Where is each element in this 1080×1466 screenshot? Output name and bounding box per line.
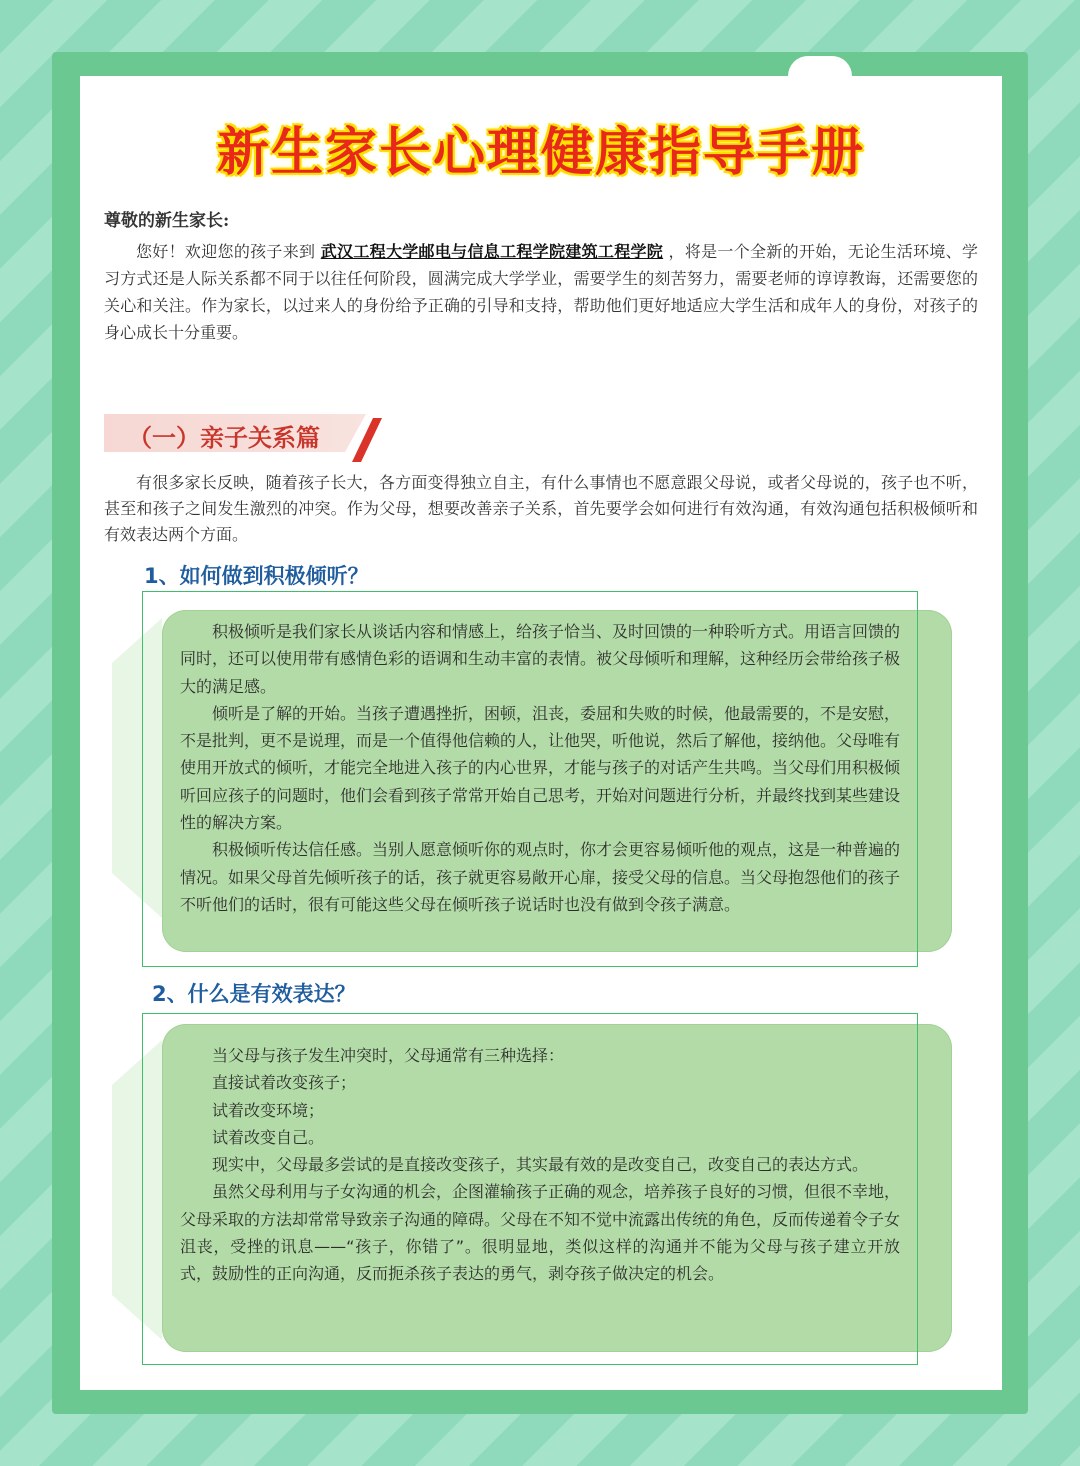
section-tag-parent-child (104, 414, 380, 458)
school-name: 武汉工程大学邮电与信息工程学院建筑工程学院 (320, 242, 664, 261)
section-tag-label: （一）亲子关系篇 (128, 424, 320, 452)
section-intro-paragraph: 有很多家长反映，随着孩子长大，各方面变得独立自主，有什么事情也不愿意跟父母说，或者父母说的，孩子也不听，甚至和孩子之间发生激烈的冲突。作为父母，想要改善亲子关系，首先要学会如何进行有效沟通，有效沟通包括积极倾听和有效表达两个方面。 (104, 473, 978, 544)
subheading-active-listening: 1、如何做到积极倾听？ (144, 564, 369, 588)
greeting: 尊敬的新生家长: (104, 211, 230, 231)
box2-paragraph: 现实中，父母最多尝试的是直接改变孩子，其实最有效的是改变自己，改变自己的表达方式。 (212, 1155, 869, 1175)
box1-paragraph: 积极倾听是我们家长从谈话内容和情感上，给孩子恰当、及时回馈的一种聆听方式。用语言回馈的同时，还可以使用带有感情色彩的语调和生动丰富的表情。被父母倾听和理解，这种经历会带给孩子极大的满足感。 (180, 622, 901, 696)
intro-after: ，将是一个全新的开始，无论生活环境、学习方式还是人际关系都不同于以往任何阶段，圆满完成大学学业，需要学生的刻苦努力，需要老师的谆谆教诲，还需要您的关心和关注。作为家长，以过来人的身份给予正确的引导和支持，帮助他们更好地适应大学生活和成年人的身份，对孩子的身心成长十分重要。 (104, 242, 978, 342)
intro-before: 您好！欢迎您的孩子来到 (136, 242, 321, 261)
box2-paragraph: 虽然父母利用与子女沟通的机会，企图灌输孩子正确的观念，培养孩子良好的习惯，但很不幸地，父母采取的方法却常常导致亲子沟通的障碍。父母在不知不觉中流露出传统的角色，反而传递着令子女沮丧，受挫的讯息——“孩子，你错了”。很明显地，类似这样的沟通并不能为父母与孩子建立开放式，鼓励性的正向沟通，反而扼杀孩子表达的勇气，剥夺孩子做决定的机会。 (180, 1182, 901, 1284)
box1-paragraph: 积极倾听传达信任感。当别人愿意倾听你的观点时，你才会更容易倾听他的观点，这是一种普遍的情况。如果父母首先倾听孩子的话，孩子就更容易敞开心扉，接受父母的信息。当父母抱怨他们的孩子不听他们的话时，很有可能这些父母在倾听孩子说话时也没有做到令孩子满意。 (180, 840, 901, 914)
box1-paragraph: 倾听是了解的开始。当孩子遭遇挫折，困顿，沮丧，委屈和失败的时候，他最需要的，不是安慰，不是批判，更不是说理，而是一个值得他信赖的人，让他哭，听他说，然后了解他，接纳他。父母唯有使用开放式的倾听，才能完全地进入孩子的内心世界，才能与孩子的对话产生共鸣。当父母们用积极倾听回应孩子的问题时，他们会看到孩子常常开始自己思考，开始对问题进行分析，并最终找到某些建设性的解决方案。 (180, 703, 901, 833)
box2-paragraph: 直接试着改变孩子； (212, 1073, 357, 1093)
page-title: 新生家长心理健康指导手册 (216, 123, 865, 183)
box2-paragraph: 当父母与孩子发生冲突时，父母通常有三种选择： (212, 1046, 565, 1065)
box1-text (180, 618, 900, 918)
box2-paragraph: 试着改变自己。 (212, 1127, 325, 1147)
box2-paragraph: 试着改变环境； (212, 1100, 325, 1120)
box2-text (180, 1042, 900, 1288)
subheading-effective-expression: 2、什么是有效表达？ (152, 982, 356, 1006)
intro-paragraph (104, 238, 978, 346)
